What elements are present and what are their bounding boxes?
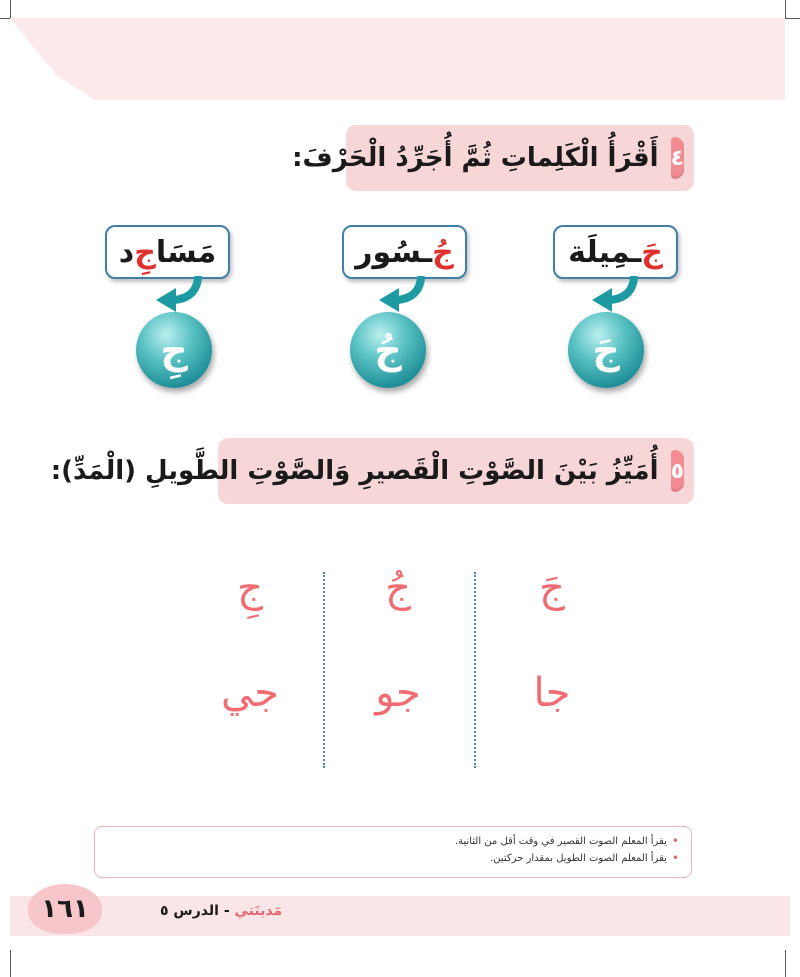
column-divider [323, 572, 325, 768]
column-divider [474, 572, 476, 768]
crop-mark [0, 18, 10, 19]
exercise-5-heading [50, 438, 694, 504]
exercise-4-heading [292, 125, 694, 191]
bottom-decorative-band [10, 896, 790, 936]
word-highlight-letter: جِ [134, 234, 156, 270]
curved-arrow-icon [588, 276, 638, 316]
crop-mark [785, 0, 786, 18]
short-vowel-damma: جُ [385, 565, 411, 611]
exercise-4-instruction: أَقْرَأُ الْكَلِماتِ ثُمَّ أُجَرِّدُ الْحَرْفَ: [292, 143, 659, 173]
word-card-masajid [105, 225, 230, 279]
long-vowel-ya: جي [220, 670, 280, 716]
word-card-jusur [342, 225, 467, 279]
top-decorative-band [10, 18, 785, 100]
curved-arrow-icon [375, 276, 425, 316]
teacher-note-text: يقرأ المعلم الصوت القصير في وقت أقل من الثانية. [454, 836, 667, 847]
crop-mark [785, 950, 786, 977]
exercise-4-number: ٤ [671, 137, 684, 179]
unit-title: مَدينَتي [234, 903, 283, 919]
teacher-note-text: يقرأ المعلم الصوت الطويل بمقدار حركتين. [490, 853, 667, 864]
word-rest: ـمِيلَة [568, 234, 642, 270]
curved-arrow-icon [152, 276, 202, 316]
word-rest: ـسُور [355, 234, 433, 270]
crop-mark [10, 950, 11, 977]
teacher-note [107, 833, 679, 850]
bullet-icon: • [671, 851, 679, 865]
footer-title [160, 903, 282, 919]
letter-ball-kasra: جِ [136, 312, 212, 388]
teacher-notes-box [94, 826, 692, 878]
word-prefix: مَسَا [155, 234, 217, 270]
word-highlight-letter: جَ [641, 234, 663, 270]
word-highlight-letter: جُ [432, 234, 454, 270]
page-number: ١٦١ [28, 884, 102, 934]
lesson-label: - الدرس ٥ [160, 903, 230, 919]
short-vowel-fatha: جَ [539, 565, 565, 611]
teacher-note [107, 850, 679, 867]
exercise-5-instruction: أُمَيِّزُ بَيْنَ الصَّوْتِ الْقَصيرِ وَالصَّوْتِ الطَّويلِ (الْمَدِّ): [50, 456, 659, 486]
crop-mark [10, 0, 11, 18]
exercise-5-number: ٥ [671, 450, 684, 492]
word-rest: د [118, 234, 135, 270]
crop-mark [785, 18, 800, 19]
word-card-jamila [553, 225, 678, 279]
bullet-icon: • [671, 834, 679, 848]
letter-ball-fatha: جَ [568, 312, 644, 388]
long-vowel-alif: جا [533, 670, 571, 716]
short-vowel-kasra: جِ [237, 565, 263, 611]
letter-ball-damma: جُ [350, 312, 426, 388]
long-vowel-waw: جو [375, 670, 421, 716]
